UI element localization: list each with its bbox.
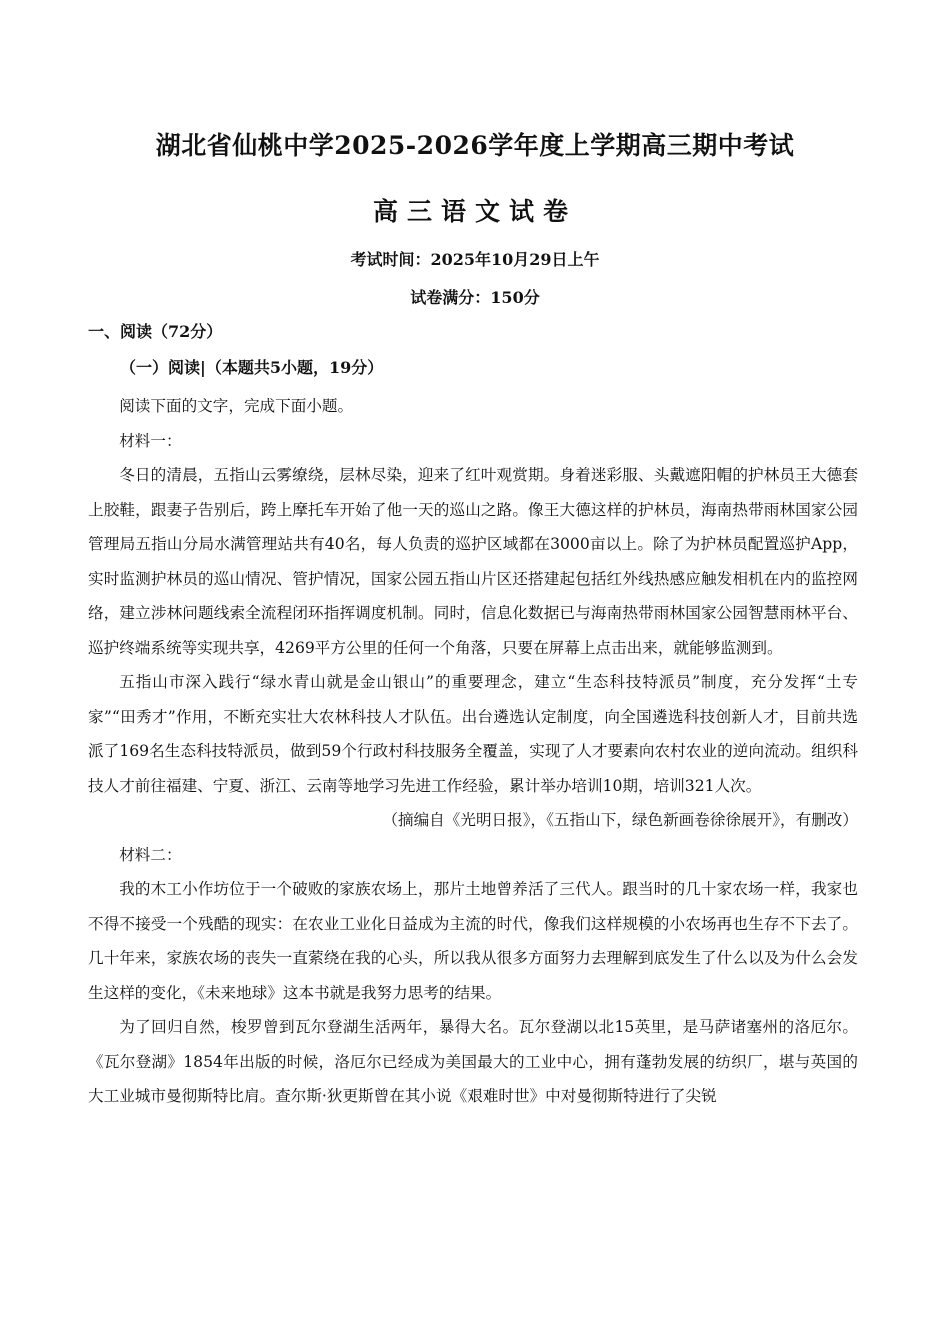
material-two-label: 材料二： — [119, 845, 182, 864]
material-two-paragraph: 我的木工小作坊位于一个破败的家族农场上，那片土地曾养活了三代人。跟当时的几十家农场一样，我家也不得不接受一个残酷的现实：在农业工业化日益成为主流的时代，像我们这样规模的小农场再也生存不下去了。几十年来，家族农场的丧失一直萦绕在我的心头，所以我从很多方面努力去理解到底发生了什么以及为什么会发生这样的变化，《未来地球》这本书就是我努力思考的结果。 — [88, 880, 858, 1002]
reading-passage — [88, 389, 858, 1114]
section-heading: 一、阅读（72分） — [88, 322, 223, 341]
subsection-heading: （一）阅读|（本题共5小题，19分） — [120, 358, 384, 377]
exam-time: 考试时间：2025年10月29日上午 — [350, 250, 600, 269]
material-one-source: （摘编自《光明日报》，《五指山下，绿色新画卷徐徐展开》，有删改） — [382, 811, 858, 829]
paper-subtitle: 高三语文试卷 — [372, 197, 577, 226]
material-one-label: 材料一： — [119, 431, 182, 450]
exam-title: 湖北省仙桃中学2025-2026学年度上学期高三期中考试 — [155, 131, 795, 160]
material-one-paragraph: 五指山市深入践行“绿水青山就是金山银山”的重要理念，建立“生态科技特派员”制度，充分发挥“土专家”“田秀才”作用，不断充实壮大农林科技人才队伍。出台遴选认定制度，向全国遴选科技创新人才，目前共选派了169名生态科技特派员，做到59个行政村科技服务全覆盖，实现了人才要素向农村农业的逆向流动。组织科技人才前往福建、宁夏、浙江、云南等地学习先进工作经验，累计举办培训10期，培训321人次。 — [88, 673, 858, 795]
instruction: 阅读下面的文字，完成下面小题。 — [119, 397, 354, 415]
full-score: 试卷满分：150分 — [410, 288, 540, 307]
material-two-paragraph: 为了回归自然，梭罗曾到瓦尔登湖生活两年，暴得大名。瓦尔登湖以北15英里，是马萨诸塞州的洛厄尔。《瓦尔登湖》1854年出版的时候，洛厄尔已经成为美国最大的工业中心，拥有蓬勃发展的纺织厂，堪与英国的大工业城市曼彻斯特比肩。查尔斯·狄更斯曾在其小说《艰难时世》中对曼彻斯特进行了尖锐 — [88, 1018, 858, 1105]
material-one-paragraph: 冬日的清晨，五指山云雾缭绕，层林尽染，迎来了红叶观赏期。身着迷彩服、头戴遮阳帽的护林员王大德套上胶鞋，跟妻子告别后，跨上摩托车开始了他一天的巡山之路。像王大德这样的护林员，海南热带雨林国家公园管理局五指山分局水满管理站共有40名，每人负责的巡护区域都在3000亩以上。除了为护林员配置巡护App，实时监测护林员的巡山情况、管护情况，国家公园五指山片区还搭建起包括红外线热感应触发相机在内的监控网络，建立涉林问题线索全流程闭环指挥调度机制。同时，信息化数据已与海南热带雨林国家公园智慧雨林平台、巡护终端系统等实现共享，4269平方公里的任何一个角落，只要在屏幕上点击出来，就能够监测到。 — [88, 466, 858, 657]
